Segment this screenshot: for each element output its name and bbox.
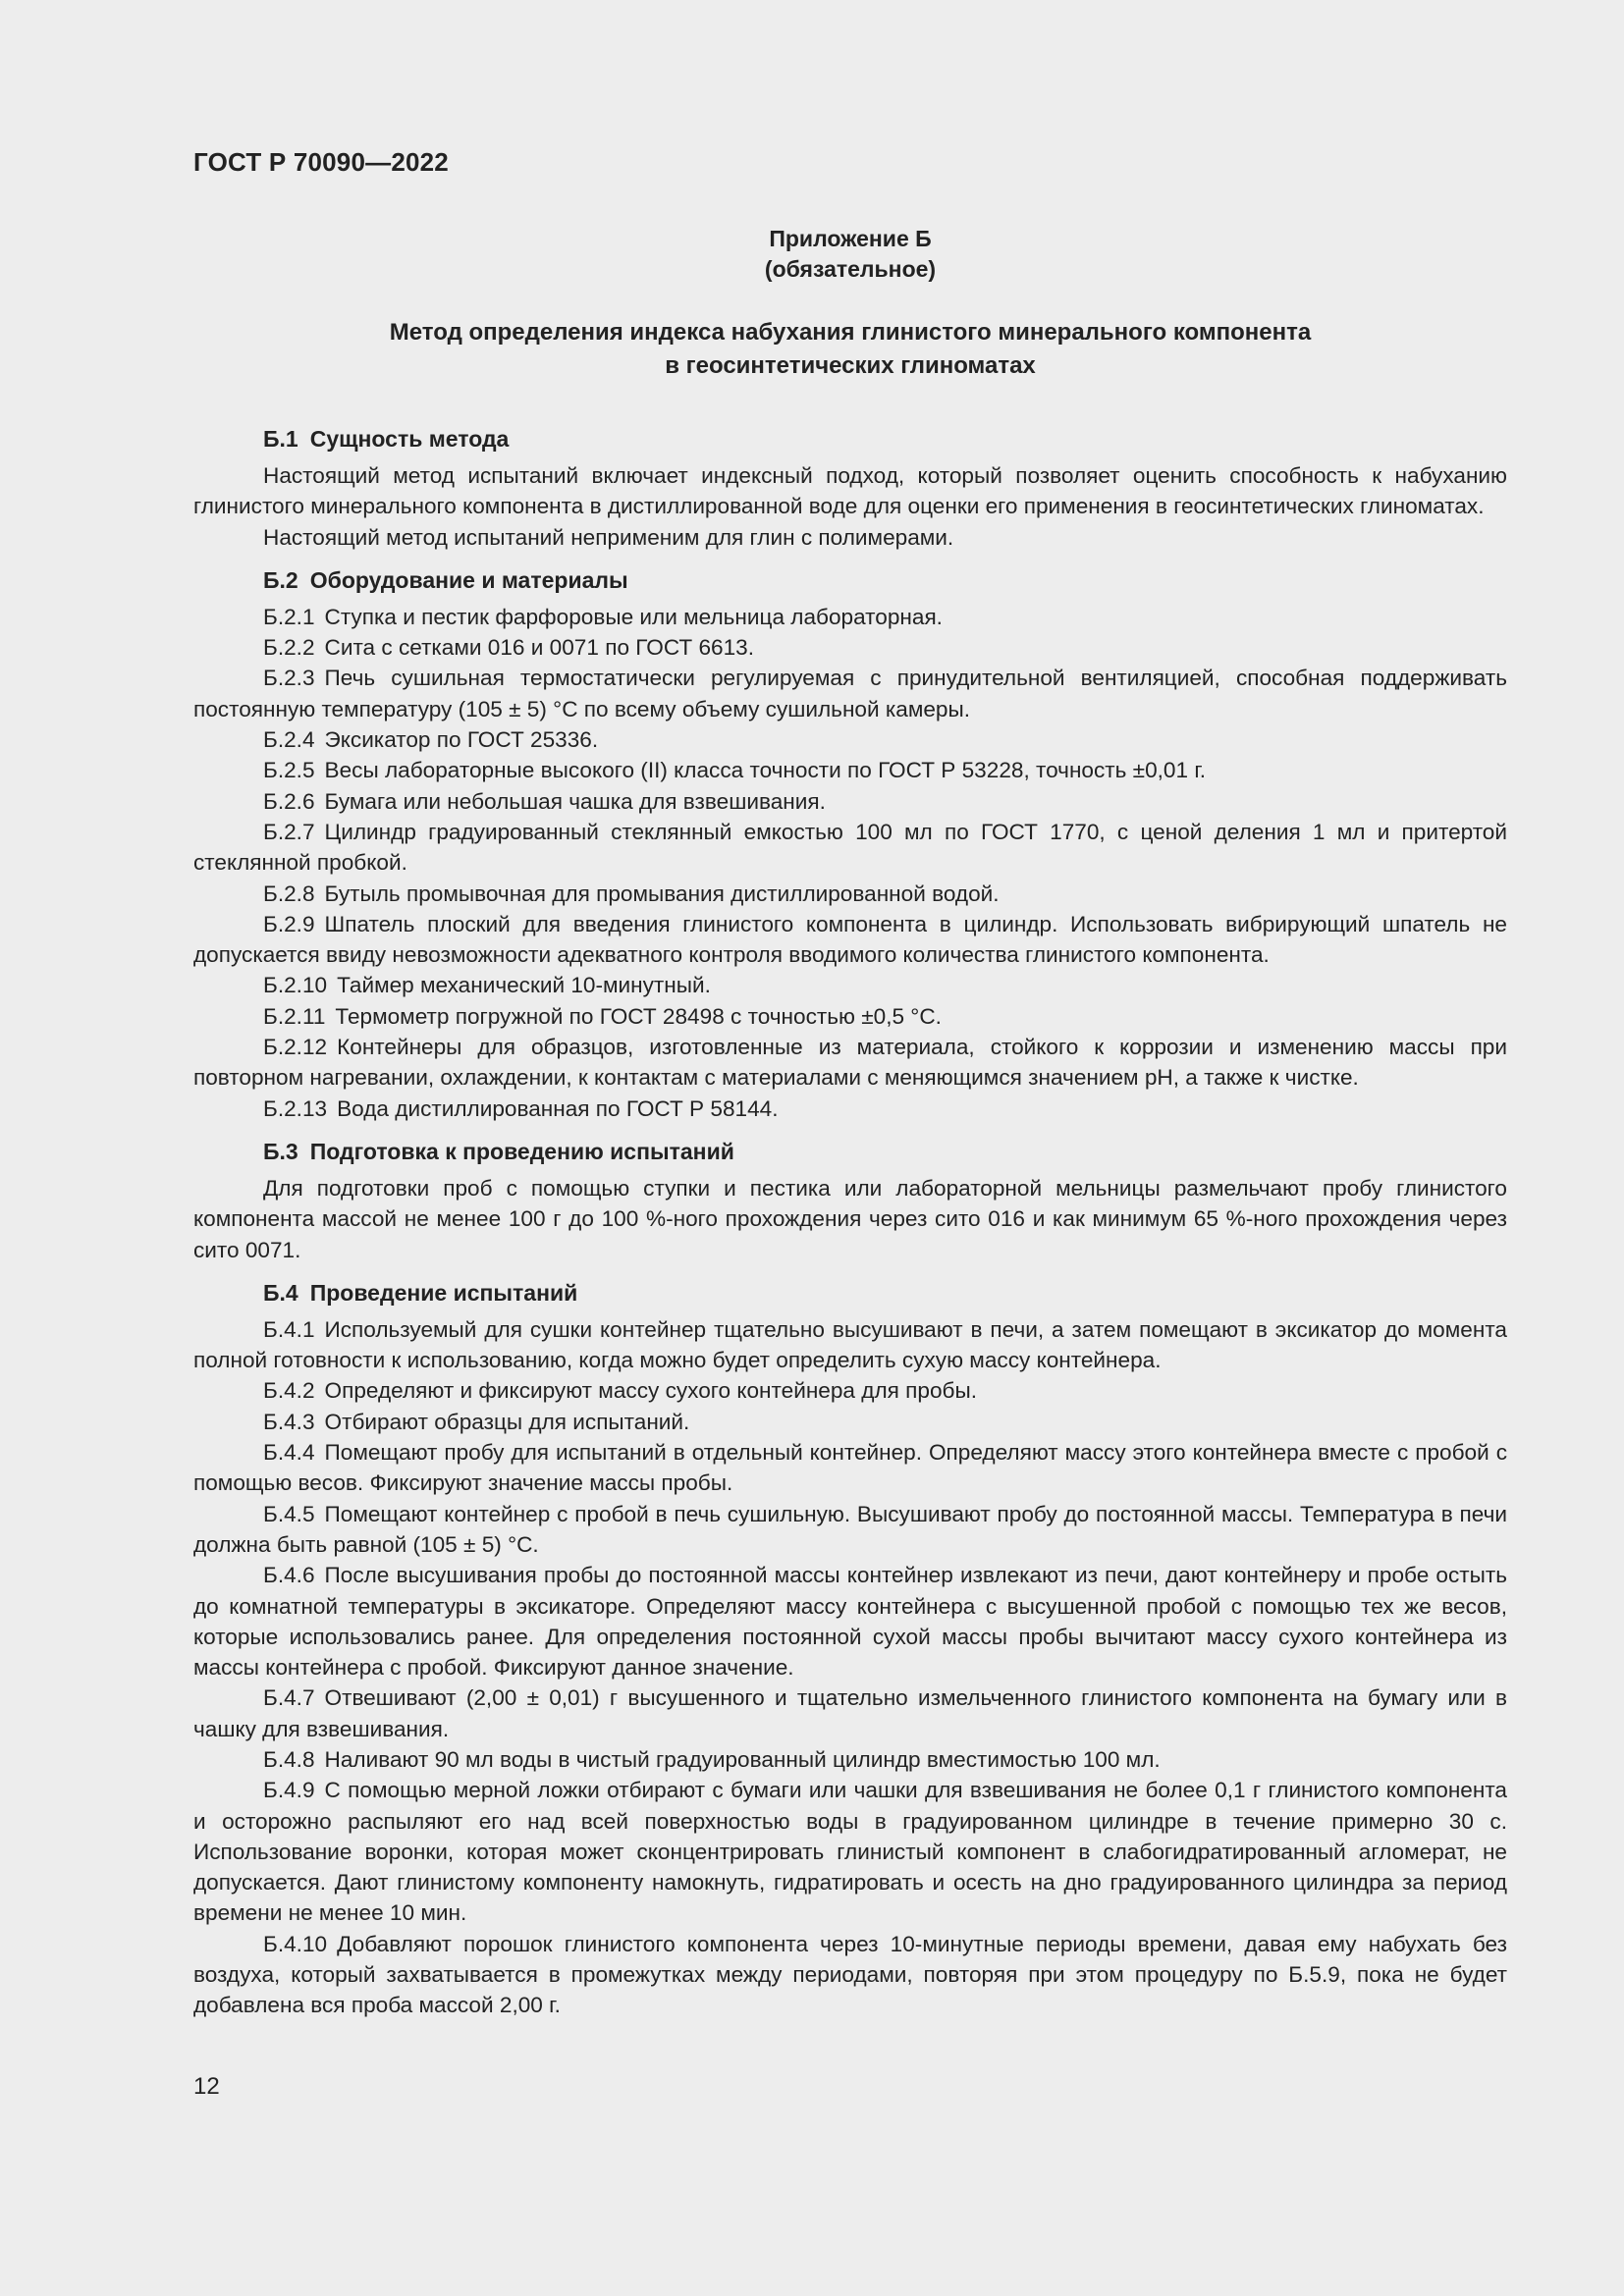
- paragraph-text: После высушивания пробы до постоянной массы контейнер извлекают из печи, дают контейнеру и пробе остыть до комнатной температуры в эксикаторе. Определяют массу контейнера с высушенной пробой с помощью тех же весов, которые использовались ранее. Для определения постоянной сухой массы пробы вычитают массу сухого контейнера из массы контейнера с пробой. Фиксируют данное значение.: [193, 1563, 1507, 1681]
- section-heading: [193, 565, 1507, 596]
- paragraph-text: Вода дистиллированная по ГОСТ Р 58144.: [337, 1095, 779, 1121]
- paragraph: [193, 632, 1507, 663]
- paragraph-text: Помещают контейнер с пробой в печь сушильную. Высушивают пробу до постоянной массы. Температура в печи должна быть равной (105 ± 5) °C.: [193, 1501, 1507, 1557]
- paragraph-text: Таймер механический 10-минутный.: [337, 973, 711, 998]
- paragraph: [193, 724, 1507, 755]
- paragraph-text: Шпатель плоский для введения глинистого компонента в цилиндр. Использовать вибрирующий шпатель не допускается ввиду невозможности адекватного контроля вводимого количества глинистого компонента.: [193, 911, 1507, 968]
- clause-number: Б.2.4: [263, 727, 315, 753]
- section-number: Б.3: [263, 1138, 298, 1164]
- section-heading: [193, 1137, 1507, 1167]
- paragraph-text: Печь сушильная термостатически регулируемая с принудительной вентиляцией, способная поддерживать постоянную температуру (105 ± 5) °C по всему объему сушильной камеры.: [193, 666, 1507, 721]
- sections-container: [193, 424, 1507, 2021]
- section-title: Подготовка к проведению испытаний: [309, 1138, 734, 1164]
- clause-number: Б.2.8: [263, 881, 315, 906]
- paragraph: [193, 1375, 1507, 1406]
- paragraph: [193, 1173, 1507, 1265]
- paragraph: [193, 786, 1507, 817]
- section-heading: [193, 1278, 1507, 1308]
- paragraph: [193, 1744, 1507, 1775]
- paragraph-text: Настоящий метод испытаний неприменим для глин с полимерами.: [263, 524, 954, 550]
- paragraph: [193, 909, 1507, 971]
- clause-number: Б.2.12: [263, 1035, 328, 1060]
- paragraph-text: Для подготовки проб с помощью ступки и пестика или лабораторной мельницы размельчают пробу глинистого компонента массой не менее 100 г до 100 %-ного прохождения через сито 016 и как минимум 65 %-ного прохождения через сито 0071.: [193, 1175, 1507, 1262]
- paragraph-text: Цилиндр градуированный стеклянный емкостью 100 мл по ГОСТ 1770, с ценой деления 1 мл и притертой стеклянной пробкой.: [193, 819, 1507, 876]
- clause-number: Б.2.6: [263, 788, 315, 814]
- section-heading: [193, 424, 1507, 454]
- paragraph: [193, 1314, 1507, 1376]
- clause-number: Б.4.3: [263, 1409, 315, 1434]
- paragraph: [193, 970, 1507, 1000]
- clause-number: Б.4.5: [263, 1501, 315, 1526]
- paragraph-text: Настоящий метод испытаний включает индексный подход, который позволяет оценить способность к набуханию глинистого минерального компонента в дистиллированной воде для оценки его применения в геосинтетических глиноматах.: [193, 463, 1507, 519]
- clause-number: Б.2.2: [263, 635, 315, 661]
- paragraph: [193, 1437, 1507, 1499]
- paragraph: [193, 755, 1507, 785]
- paragraph-text: Бумага или небольшая чашка для взвешивания.: [324, 788, 826, 814]
- paragraph: [193, 1407, 1507, 1437]
- paragraph: [193, 1682, 1507, 1744]
- paragraph-text: Добавляют порошок глинистого компонента через 10-минутные периоды времени, давая ему набухать без воздуха, который захватывается в промежутках между периодами, повторяя при этом процедуру по Б.5.9, пока не будет добавлена вся проба массой 2,00 г.: [193, 1931, 1507, 2018]
- paragraph: [193, 817, 1507, 879]
- clause-number: Б.4.1: [263, 1316, 315, 1342]
- clause-number: Б.2.1: [263, 604, 315, 629]
- paragraph: [193, 1775, 1507, 1928]
- paragraph-text: Сита с сетками 016 и 0071 по ГОСТ 6613.: [324, 635, 755, 661]
- paragraph: [193, 1499, 1507, 1561]
- paragraph-text: Наливают 90 мл воды в чистый градуированный цилиндр вместимостью 100 мл.: [324, 1746, 1161, 1772]
- section-title: Сущность метода: [309, 426, 510, 452]
- clause-number: Б.4.9: [263, 1778, 315, 1803]
- clause-number: Б.4.8: [263, 1746, 315, 1772]
- paragraph-text: Термометр погружной по ГОСТ 28498 с точностью ±0,5 °C.: [335, 1003, 942, 1029]
- paragraph-text: Бутыль промывочная для промывания дистиллированной водой.: [324, 881, 1000, 906]
- appendix-status: (обязательное): [764, 256, 937, 282]
- appendix-title: [193, 316, 1507, 383]
- paragraph-text: Определяют и фиксируют массу сухого контейнера для пробы.: [324, 1378, 977, 1404]
- clause-number: Б.4.4: [263, 1440, 315, 1466]
- paragraph: [193, 602, 1507, 632]
- document-body: [193, 224, 1507, 2021]
- section-number: Б.4: [263, 1279, 298, 1306]
- section-number: Б.1: [263, 426, 298, 452]
- page-number: 12: [193, 2073, 220, 2100]
- appendix-title-line-1: Метод определения индекса набухания глинистого минерального компонента: [389, 319, 1312, 346]
- paragraph: [193, 1001, 1507, 1032]
- section-title: Оборудование и материалы: [309, 566, 628, 593]
- clause-number: Б.2.13: [263, 1095, 328, 1121]
- clause-number: Б.4.6: [263, 1563, 315, 1588]
- clause-number: Б.2.10: [263, 973, 328, 998]
- appendix-label: Приложение Б: [769, 226, 932, 251]
- paragraph-text: С помощью мерной ложки отбирают с бумаги или чашки для взвешивания не более 0,1 г глинистого компонента и осторожно распыляют его над всей поверхностью воды в градуированном цилиндре в течение примерно 30 с. Использование воронки, которая может сконцентрировать глинистый компонент в слабогидратированный агломерат, не допускается. Дают глинистому компоненту намокнуть, гидратировать и осесть на дно градуированного цилиндра за период времени не менее 10 мин.: [193, 1778, 1507, 1926]
- clause-number: Б.2.9: [263, 911, 315, 936]
- paragraph-text: Весы лабораторные высокого (II) класса точности по ГОСТ Р 53228, точность ±0,01 г.: [324, 758, 1207, 783]
- paragraph: [193, 522, 1507, 553]
- clause-number: Б.2.3: [263, 666, 315, 691]
- section-title: Проведение испытаний: [309, 1279, 578, 1306]
- clause-number: Б.4.10: [263, 1931, 328, 1956]
- paragraph-text: Ступка и пестик фарфоровые или мельница лабораторная.: [324, 604, 943, 629]
- paragraph-text: Помещают пробу для испытаний в отдельный контейнер. Определяют массу этого контейнера вместе с пробой с помощью весов. Фиксируют значение массы пробы.: [193, 1440, 1507, 1496]
- clause-number: Б.4.2: [263, 1378, 315, 1404]
- clause-number: Б.2.5: [263, 758, 315, 783]
- document-code-header: ГОСТ Р 70090—2022: [193, 147, 449, 177]
- paragraph: [193, 1094, 1507, 1124]
- paragraph-text: Отбирают образцы для испытаний.: [324, 1409, 690, 1434]
- clause-number: Б.4.7: [263, 1685, 315, 1711]
- paragraph: [193, 663, 1507, 724]
- clause-number: Б.2.11: [263, 1003, 326, 1029]
- paragraph-text: Отвешивают (2,00 ± 0,01) г высушенного и тщательно измельченного глинистого компонента на бумагу или в чашку для взвешивания.: [193, 1685, 1507, 1741]
- paragraph: [193, 460, 1507, 522]
- appendix-title-line-2: в геосинтетических глиноматах: [665, 352, 1036, 379]
- paragraph: [193, 879, 1507, 909]
- section-number: Б.2: [263, 566, 298, 593]
- paragraph-text: Эксикатор по ГОСТ 25336.: [324, 727, 599, 753]
- clause-number: Б.2.7: [263, 819, 315, 844]
- paragraph: [193, 1560, 1507, 1682]
- paragraph: [193, 1032, 1507, 1094]
- paragraph-text: Используемый для сушки контейнер тщательно высушивают в печи, а затем помещают в эксикатор до момента полной готовности к использованию, когда можно будет определить сухую массу контейнера.: [193, 1316, 1507, 1373]
- paragraph: [193, 1929, 1507, 2021]
- paragraph-text: Контейнеры для образцов, изготовленные из материала, стойкого к коррозии и изменению массы при повторном нагревании, охлаждении, к контактам с материалами с меняющимся значением pH, а также к чистке.: [193, 1035, 1507, 1091]
